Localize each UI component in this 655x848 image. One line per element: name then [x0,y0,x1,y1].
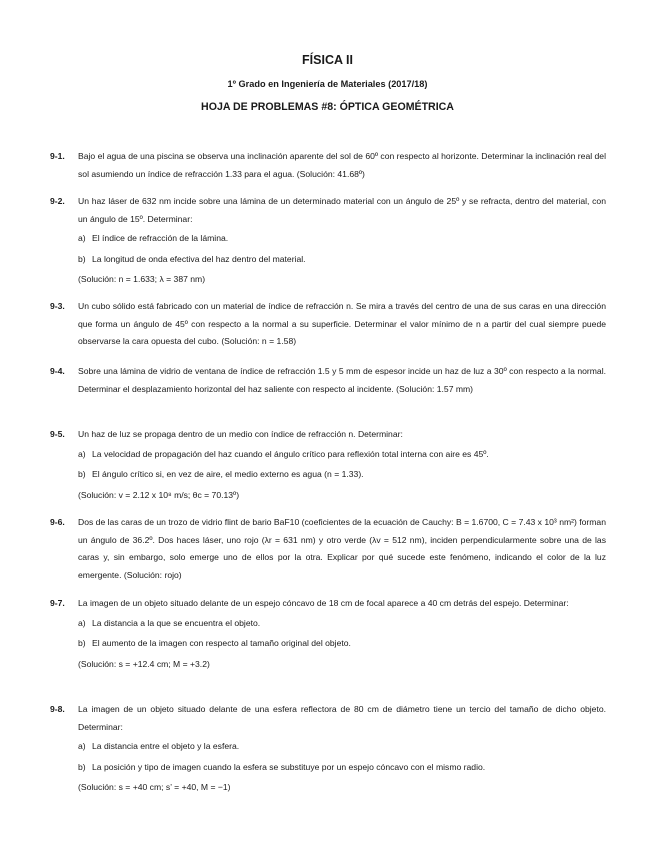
problem-text: La imagen de un objeto situado delante de una esfera reflectora de 80 cm de diámetro tiene un tercio del tamaño de dicho objeto. Determinar: [78,704,606,732]
sub-item [50,464,606,485]
problem-number: 9-5. [50,429,65,439]
sub-item-text: El aumento de la imagen con respecto al tamaño original del objeto. [92,638,351,649]
problem-text: Un cubo sólido está fabricado con un material de índice de refracción n. Se mira a través del centro de una de sus caras en una dirección que forma un ángulo de 45º con respecto a la normal a su superficie. Determinar el valor mínimo de n a partir del cual siempre puede observarse la cara opuesta del cubo. (Solución: n = 1.58) [78,301,606,347]
sub-item-text: La distancia a la que se encuentra el objeto. [92,617,261,628]
problem-number: 9-8. [50,704,65,714]
problem-text: La imagen de un objeto situado delante de un espejo cóncavo de 18 cm de focal aparece a 40 cm detrás del espejo. Determinar: [78,598,569,608]
sub-item [50,757,606,778]
problem-text: Sobre una lámina de vidrio de ventana de índice de refracción 1.5 y 5 mm de espesor incide un haz de luz a 30º con respecto a la normal. Determinar el desplazamiento horizontal del haz saliente con respecto al incidente. (Solución: 1.57 mm) [78,366,606,394]
problem-solution: (Solución: s = +12.4 cm; M = +3.2) [78,658,210,669]
document-title: FÍSICA II [302,53,353,67]
sub-item-text: La velocidad de propagación del haz cuando el ángulo crítico para reflexión total interna con aire es 45º. [92,448,489,459]
sub-item-label: a) [78,741,86,752]
sub-item-text: La longitud de onda efectiva del haz dentro del material. [92,253,306,264]
document-subtitle: 1º Grado en Ingeniería de Materiales (2017/18) [227,79,428,89]
problem-solution: (Solución: s = +40 cm; s’ = +40, M = −1) [78,782,231,793]
sub-item-text: La distancia entre el objeto y la esfera. [92,741,240,752]
sub-item-label: b) [78,469,86,480]
problem-text: Un haz láser de 632 nm incide sobre una lámina de un determinado material con un ángulo de 25º y se refracta, dentro del material, con un ángulo de 15º. Determinar: [78,196,606,224]
sub-item-text: El índice de refracción de la lámina. [92,233,229,244]
sub-item-label: b) [78,638,86,649]
sub-item-label: a) [78,233,86,244]
problem-9-8 [50,701,606,798]
problem-number: 9-6. [50,517,65,527]
problem-9-4 [50,363,606,398]
sheet-title: HOJA DE PROBLEMAS #8: ÓPTICA GEOMÉTRICA [201,101,454,113]
sub-item-text: El ángulo crítico si, en vez de aire, el medio externo es agua (n = 1.33). [92,469,364,480]
problem-9-1 [50,148,606,183]
problem-number: 9-1. [50,151,65,161]
sub-item [50,228,606,249]
sub-item-label: b) [78,253,86,264]
problem-number: 9-4. [50,366,65,376]
sub-item [50,633,606,654]
sub-item [50,736,606,757]
sub-item-text: La posición y tipo de imagen cuando la esfera se substituye por un espejo cóncavo con el mismo radio. [92,761,486,772]
problem-text: Bajo el agua de una piscina se observa una inclinación aparente del sol de 60º con respecto al horizonte. Determinar la inclinación real del sol asumiendo un índice de refracción 1.33 para el agua. (Solución: 41.68º) [78,151,606,179]
problem-text: Dos de las caras de un trozo de vidrio flint de bario BaF10 (coeficientes de la ecuación de Cauchy: B = 1.6700, C = 7.43 x 10³ nm²) forman un ángulo de 36.2º. Dos haces láser, uno rojo (λr = 631 nm) y otro verde (λv = 512 nm), inciden perpendicularmente sobre una de las caras y, sin embargo, solo emerge uno de ellos por la otra. Explicar por qué sucede este fenómeno, indicando el color de la luz emergente. (Solución: rojo) [78,517,606,580]
problem-9-2 [50,193,606,290]
problem-text: Un haz de luz se propaga dentro de un medio con índice de refracción n. Determinar: [78,429,403,439]
problem-solution: (Solución: n = 1.633; λ = 387 nm) [78,274,206,285]
problem-solution: (Solución: v = 2.12 x 10⁸ m/s; θc = 70.13º) [78,489,240,500]
problem-number: 9-3. [50,301,65,311]
problem-9-7 [50,595,606,674]
problem-number: 9-7. [50,598,65,608]
sub-item-label: a) [78,448,86,459]
problem-9-5 [50,426,606,505]
sub-item-label: a) [78,617,86,628]
problem-9-3 [50,298,606,351]
sub-item [50,613,606,634]
problem-9-6 [50,514,606,584]
sub-item [50,444,606,465]
sub-item-label: b) [78,761,86,772]
problem-number: 9-2. [50,196,65,206]
sub-item [50,249,606,270]
